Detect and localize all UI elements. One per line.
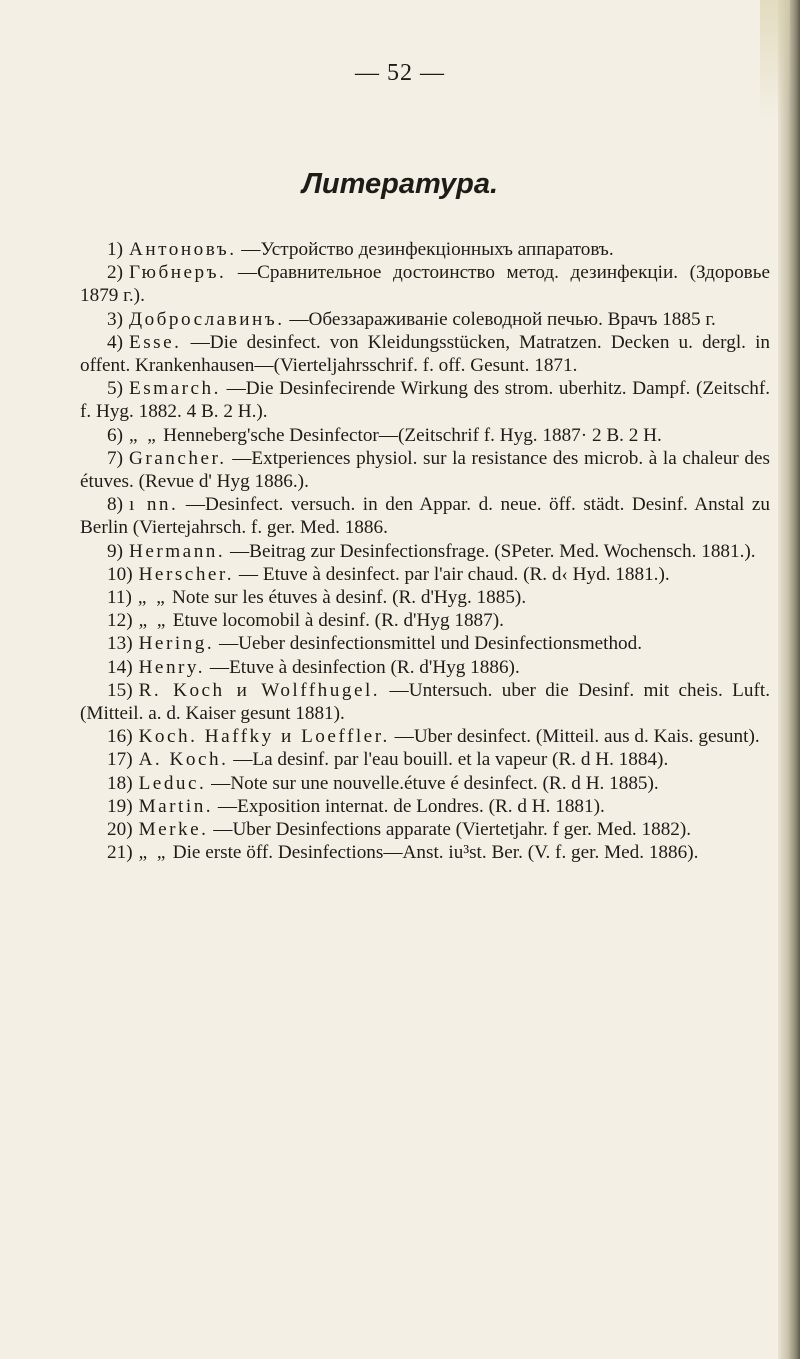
reference-text: —Обеззараживаніе соleводной печью. Врачъ 1885 г. xyxy=(289,308,716,330)
reference-number: 6) xyxy=(107,424,123,446)
reference-item xyxy=(80,540,770,563)
reference-number: 10) xyxy=(107,563,133,585)
reference-text: —Untersuch. uber die Desinf. mit cheis. Luft. (Mitteil. a. d. Kaiser gesunt 1881). xyxy=(80,679,771,725)
reference-text: Etuve locomobil à desinf. (R. d'Hyg 1887). xyxy=(172,610,504,632)
reference-item xyxy=(80,656,770,679)
reference-number: 16) xyxy=(107,726,133,748)
reference-item xyxy=(80,586,770,609)
reference-item xyxy=(80,795,770,818)
reference-number: 11) xyxy=(107,587,132,609)
reference-item xyxy=(80,632,770,655)
reference-author: Henry. xyxy=(138,656,206,678)
reference-text: —Die desinfect. von Kleidungsstücken, Matratzen. Decken u. dergl. in offent. Krankenhausen—(Vierteljahrsschrif. f. off. Gesunt. 1871. xyxy=(80,331,770,377)
reference-number: 7) xyxy=(107,447,123,469)
reference-item xyxy=(80,261,770,307)
reference-author: Hering. xyxy=(138,633,215,655)
reference-text: —Uber desinfect. (Mitteil. aus d. Kais. gesunt). xyxy=(394,726,760,748)
reference-text: —Ueber desinfectionsmittel und Desinfectionsmethod. xyxy=(218,633,643,655)
reference-author: Esmarch. xyxy=(128,378,221,400)
reference-author: „ „ xyxy=(128,424,159,446)
reference-text: — Etuve à desinfect. par l'air chaud. (R. d‹ Hyd. 1881.). xyxy=(238,563,670,585)
reference-number: 9) xyxy=(107,540,123,562)
reference-number: 12) xyxy=(107,610,133,632)
reference-number: 21) xyxy=(107,842,133,864)
reference-item xyxy=(80,238,770,261)
reference-author: ı nn. xyxy=(128,494,179,516)
reference-text: —Extperiences physiol. sur la resistance des microb. à la chaleur des étuves. (Revue d' Hyg 1886.). xyxy=(80,447,771,493)
reference-item xyxy=(80,818,770,841)
reference-item xyxy=(80,447,770,493)
reference-number: 18) xyxy=(107,772,133,794)
reference-item xyxy=(80,748,770,771)
reference-author: A. Koch. xyxy=(138,749,229,771)
reference-text: —Устройство дезинфекціонныхъ аппаратовъ. xyxy=(241,239,614,260)
reference-text: —La desinf. par l'eau bouill. et la vapeur (R. d H. 1884). xyxy=(233,749,669,771)
reference-text: —Сравнительное достоинство метод. дезинфекціи. (Здоровье 1879 г.). xyxy=(80,262,771,307)
page-title: Литература. xyxy=(301,168,499,200)
reference-author: Merke. xyxy=(138,819,209,841)
reference-text: —Desinfect. versuch. in den Appar. d. neue. öff. städt. Desinf. Anstal zu Berlin (Viertejahrsch. f. ger. Med. 1886. xyxy=(80,494,770,539)
reference-author: Доброславинъ. xyxy=(128,308,285,330)
reference-text: —Exposition internat. de Londres. (R. d H. 1881). xyxy=(217,795,605,817)
reference-number: 1) xyxy=(107,239,123,260)
reference-author: Hermann. xyxy=(128,540,226,562)
reference-author: „ „ xyxy=(138,610,168,632)
reference-author: Martin. xyxy=(138,795,214,817)
reference-author: Гюбнеръ. xyxy=(128,262,227,284)
reference-item xyxy=(80,841,770,864)
reference-author: Антоновъ. xyxy=(128,239,237,260)
reference-text: Die erste öff. Desinfections—Anst. iu³st. Ber. (V. f. ger. Med. 1886). xyxy=(172,842,699,864)
reference-text: —Die Desinfecirende Wirkung des strom. uberhitz. Dampf. (Zeitschf. f. Hyg. 1882. 4 B. 2 H.). xyxy=(80,378,770,423)
reference-number: 13) xyxy=(107,633,133,655)
reference-text: —Note sur une nouvelle.étuve é desinfect. (R. d H. 1885). xyxy=(211,772,659,794)
reference-item xyxy=(80,679,770,725)
reference-number: 3) xyxy=(107,308,123,330)
reference-item xyxy=(80,772,770,795)
page-edge-shadow xyxy=(778,0,800,1359)
reference-author: Koch. Haffky и Loeffler. xyxy=(138,726,390,748)
reference-text: —Etuve à desinfection (R. d'Hyg 1886). xyxy=(209,656,520,678)
reference-item xyxy=(80,377,770,423)
reference-item xyxy=(80,493,770,539)
reference-author: „ „ xyxy=(138,842,168,864)
reference-item xyxy=(80,308,770,331)
reference-number: 4) xyxy=(107,331,123,353)
reference-item xyxy=(80,725,770,748)
reference-item xyxy=(80,609,770,632)
reference-text: Henneberg'sche Desinfector—(Zeitschrif f. Hyg. 1887· 2 B. 2 H. xyxy=(163,424,662,446)
reference-author: Esse. xyxy=(128,331,182,353)
reference-number: 15) xyxy=(107,679,133,701)
reference-number: 17) xyxy=(107,749,133,771)
reference-number: 5) xyxy=(107,378,123,400)
reference-author: Grancher. xyxy=(128,447,227,469)
reference-number: 14) xyxy=(107,656,133,678)
reference-text: —Beitrag zur Desinfectionsfrage. (SPeter. Med. Wochensch. 1881.). xyxy=(229,540,756,562)
reference-text: Note sur les étuves à desinf. (R. d'Hyg. 1885). xyxy=(172,587,527,609)
reference-item xyxy=(80,331,770,377)
reference-author: Herscher. xyxy=(138,563,235,585)
reference-number: 2) xyxy=(107,262,123,284)
reference-item xyxy=(80,424,770,447)
reference-text: —Uber Desinfections apparate (Viertetjahr. f ger. Med. 1882). xyxy=(213,819,692,841)
page-number: — 52 — xyxy=(355,60,445,86)
reference-item xyxy=(80,563,770,586)
reference-author: „ „ xyxy=(137,587,168,609)
reference-list xyxy=(80,238,770,864)
reference-author: Leduc. xyxy=(138,772,207,794)
reference-number: 19) xyxy=(107,795,133,817)
reference-number: 8) xyxy=(107,494,123,516)
reference-number: 20) xyxy=(107,819,133,841)
reference-author: R. Koch и Wolffhugel. xyxy=(138,679,381,701)
